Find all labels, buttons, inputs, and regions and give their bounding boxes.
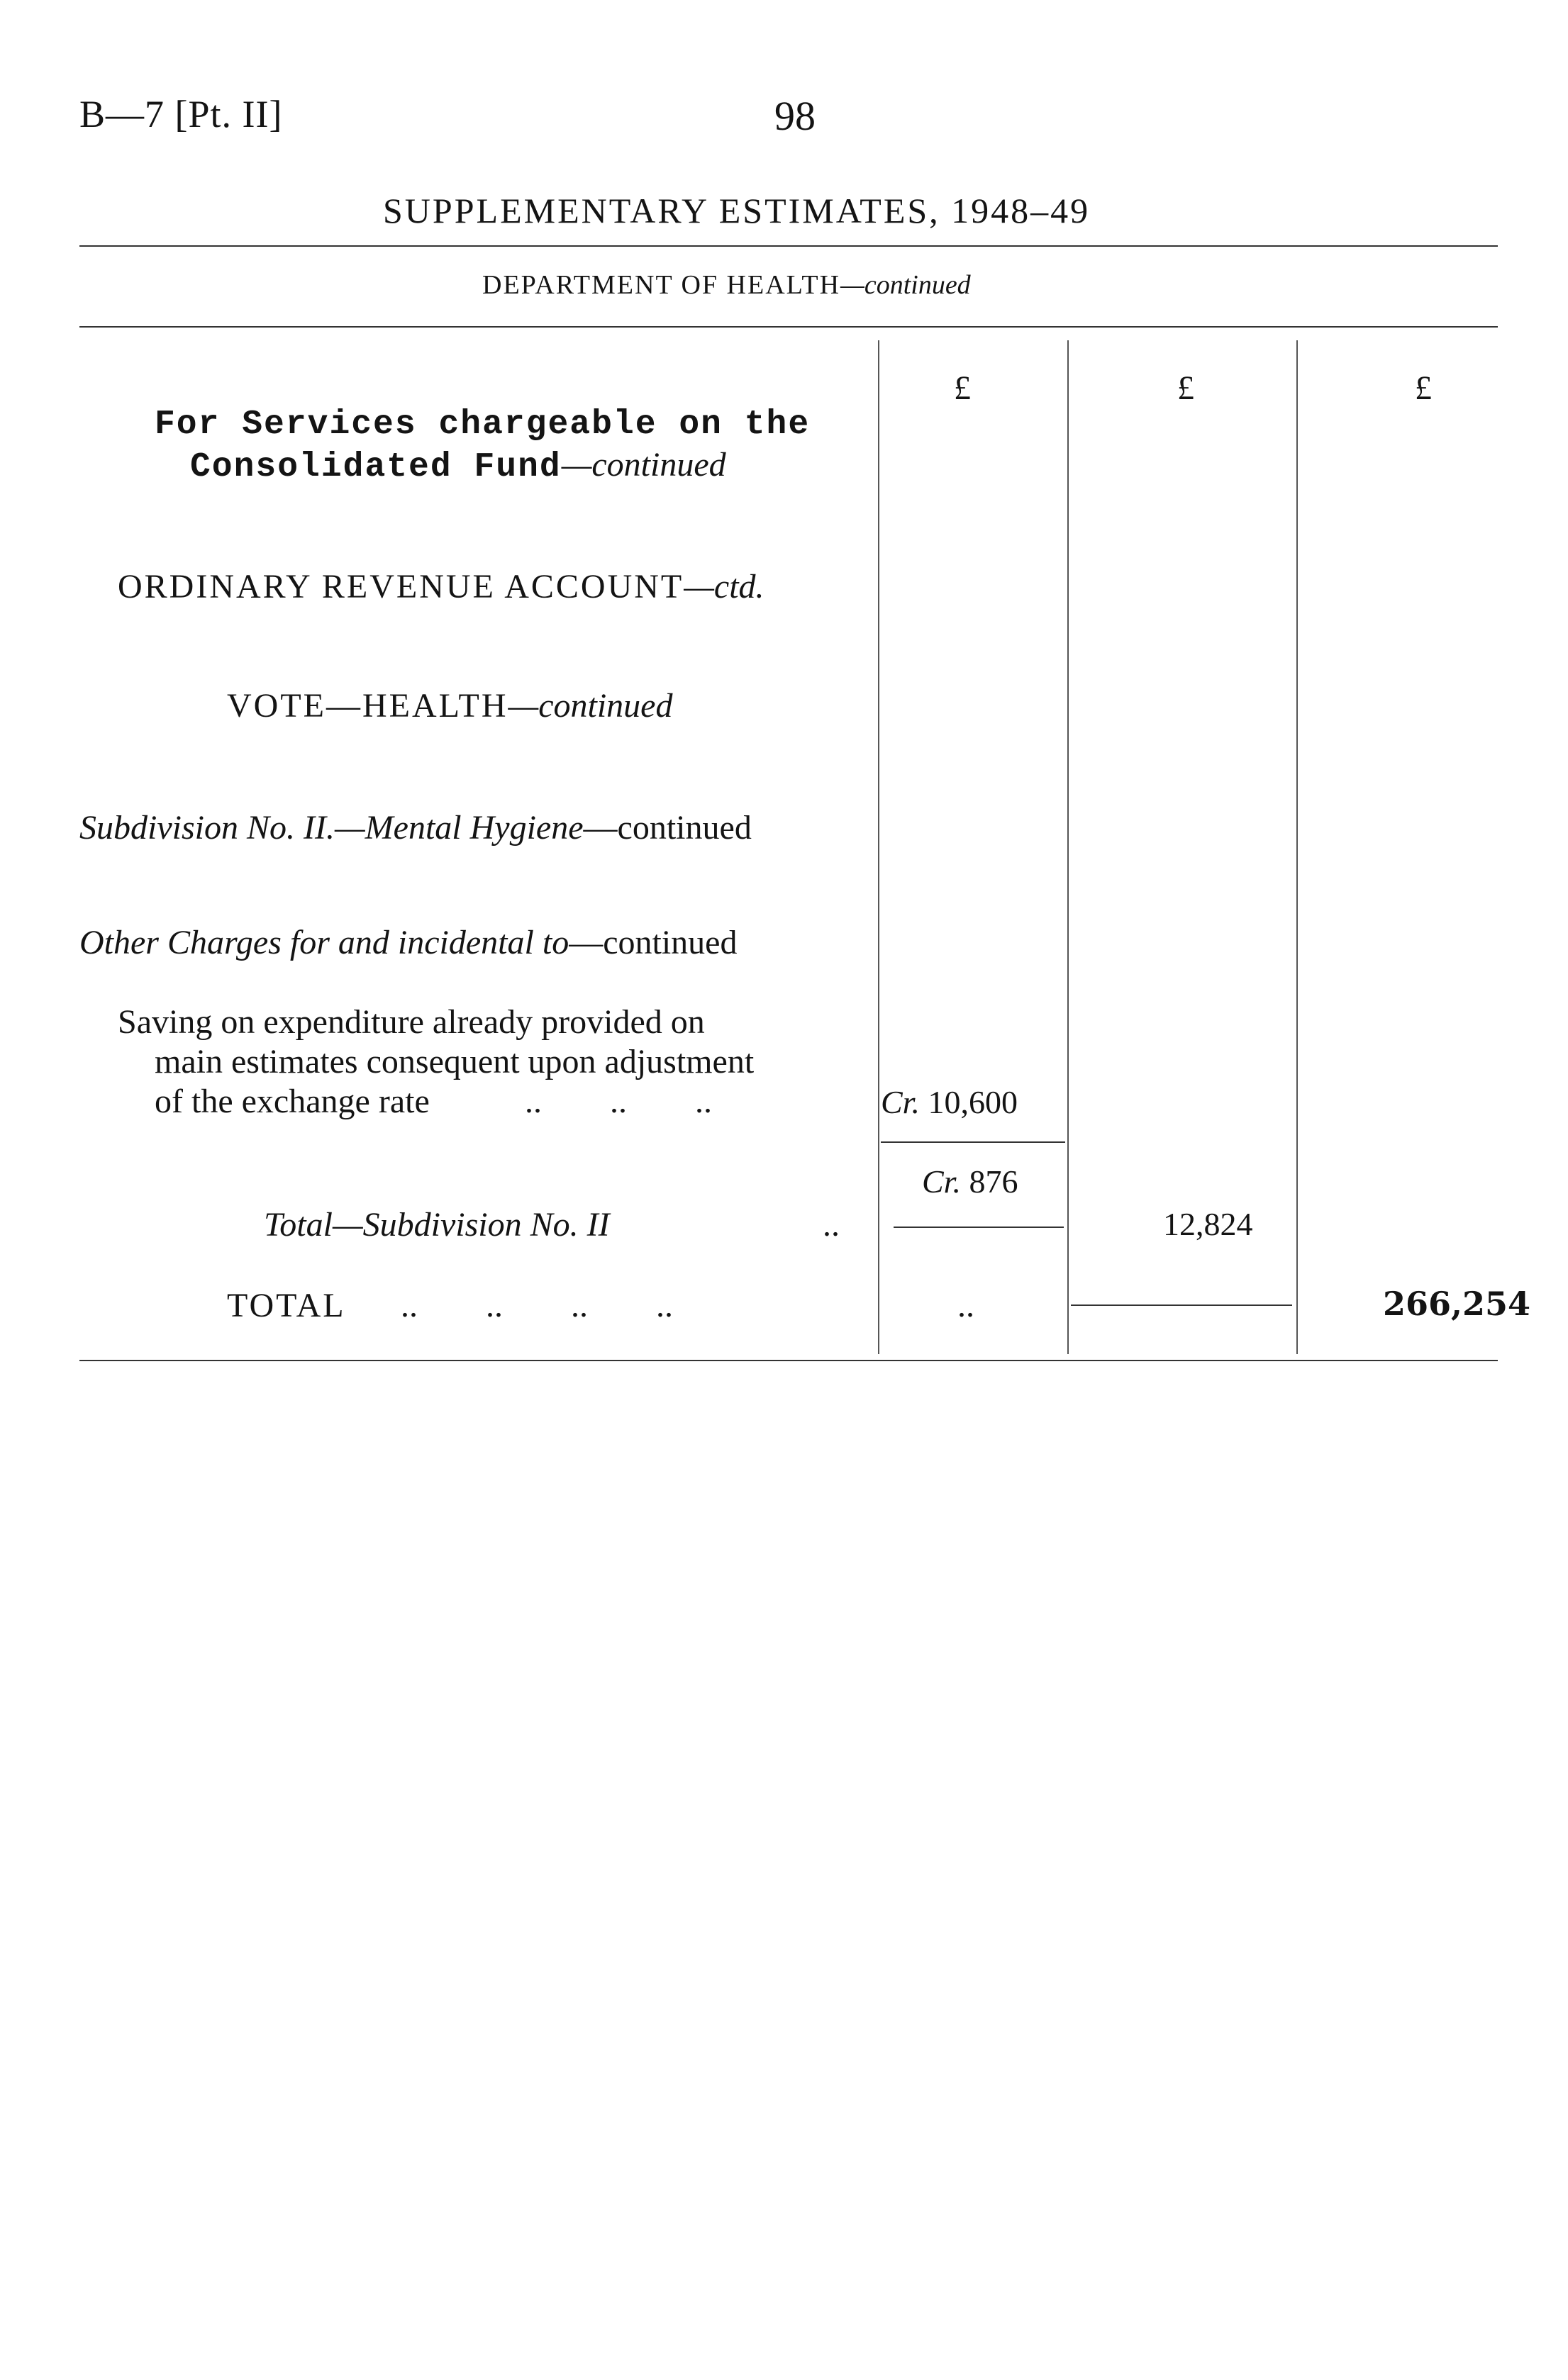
subdivision-heading — [79, 808, 752, 847]
department-heading — [482, 269, 971, 301]
charges-suffix: —continued — [569, 924, 738, 961]
grand-total-amount: 266,254 — [1383, 1285, 1531, 1323]
saving-item-amount — [881, 1083, 1018, 1121]
saving-item-line2: main estimates consequent upon adjustment — [155, 1043, 755, 1080]
page-title: SUPPLEMENTARY ESTIMATES, 1948–49 — [383, 191, 1091, 230]
subtotal-amount — [922, 1163, 1018, 1200]
currency-header-3: £ — [1415, 369, 1432, 407]
account-suffix: —ctd. — [684, 568, 764, 605]
saving-item-line3: of the exchange rate — [155, 1083, 430, 1120]
total-label: TOTAL — [227, 1287, 346, 1324]
column1-rule-2 — [894, 1227, 1064, 1228]
total-subdivision-amount: 12,824 — [1163, 1206, 1253, 1242]
subtotal-value: 876 — [969, 1163, 1018, 1200]
subdivision-suffix: —continued — [583, 809, 752, 847]
vote-name: VOTE—HEALTH — [227, 687, 508, 725]
saving-item-leaders: .. .. .. — [525, 1083, 712, 1120]
services-heading-line2 — [190, 445, 726, 486]
page-number: 98 — [774, 93, 816, 139]
total-subdivision-label: Total—Subdivision No. II — [264, 1206, 610, 1244]
total-column1-leaders: .. — [957, 1287, 974, 1324]
subdivision-name: Subdivision No. II.—Mental Hygiene — [79, 809, 584, 847]
charges-name: Other Charges for and incidental to — [79, 924, 569, 961]
column2-total-rule — [1071, 1304, 1292, 1306]
account-heading — [118, 567, 764, 606]
total-leaders: .. .. .. .. — [401, 1287, 673, 1324]
vote-suffix: —continued — [508, 687, 673, 725]
department-name: DEPARTMENT OF HEALTH — [482, 270, 841, 300]
column1-rule-1 — [881, 1141, 1065, 1143]
vote-heading — [227, 686, 672, 725]
total-subdivision-leaders: .. — [823, 1206, 840, 1244]
department-suffix: —continued — [840, 270, 971, 300]
currency-header-1: £ — [954, 369, 971, 407]
page-reference: B—7 [Pt. II] — [79, 93, 283, 135]
services-heading-suffix: —continued — [561, 446, 726, 484]
column-divider-1 — [878, 340, 879, 1354]
services-heading-fund: Consolidated Fund — [190, 448, 562, 486]
currency-header-2: £ — [1177, 369, 1194, 407]
table-bottom-rule — [79, 1360, 1498, 1361]
saving-item-line1: Saving on expenditure already provided on — [118, 1003, 705, 1041]
title-rule — [79, 245, 1498, 247]
table-top-rule — [79, 326, 1498, 328]
services-heading-line1: For Services chargeable on the — [155, 406, 811, 444]
saving-value: 10,600 — [928, 1084, 1018, 1120]
saving-credit-prefix: Cr. — [881, 1084, 920, 1120]
subtotal-credit-prefix: Cr. — [922, 1163, 961, 1200]
charges-heading — [79, 923, 737, 962]
account-name: ORDINARY REVENUE ACCOUNT — [118, 568, 684, 605]
column-divider-3 — [1296, 340, 1298, 1354]
column-divider-2 — [1067, 340, 1069, 1354]
